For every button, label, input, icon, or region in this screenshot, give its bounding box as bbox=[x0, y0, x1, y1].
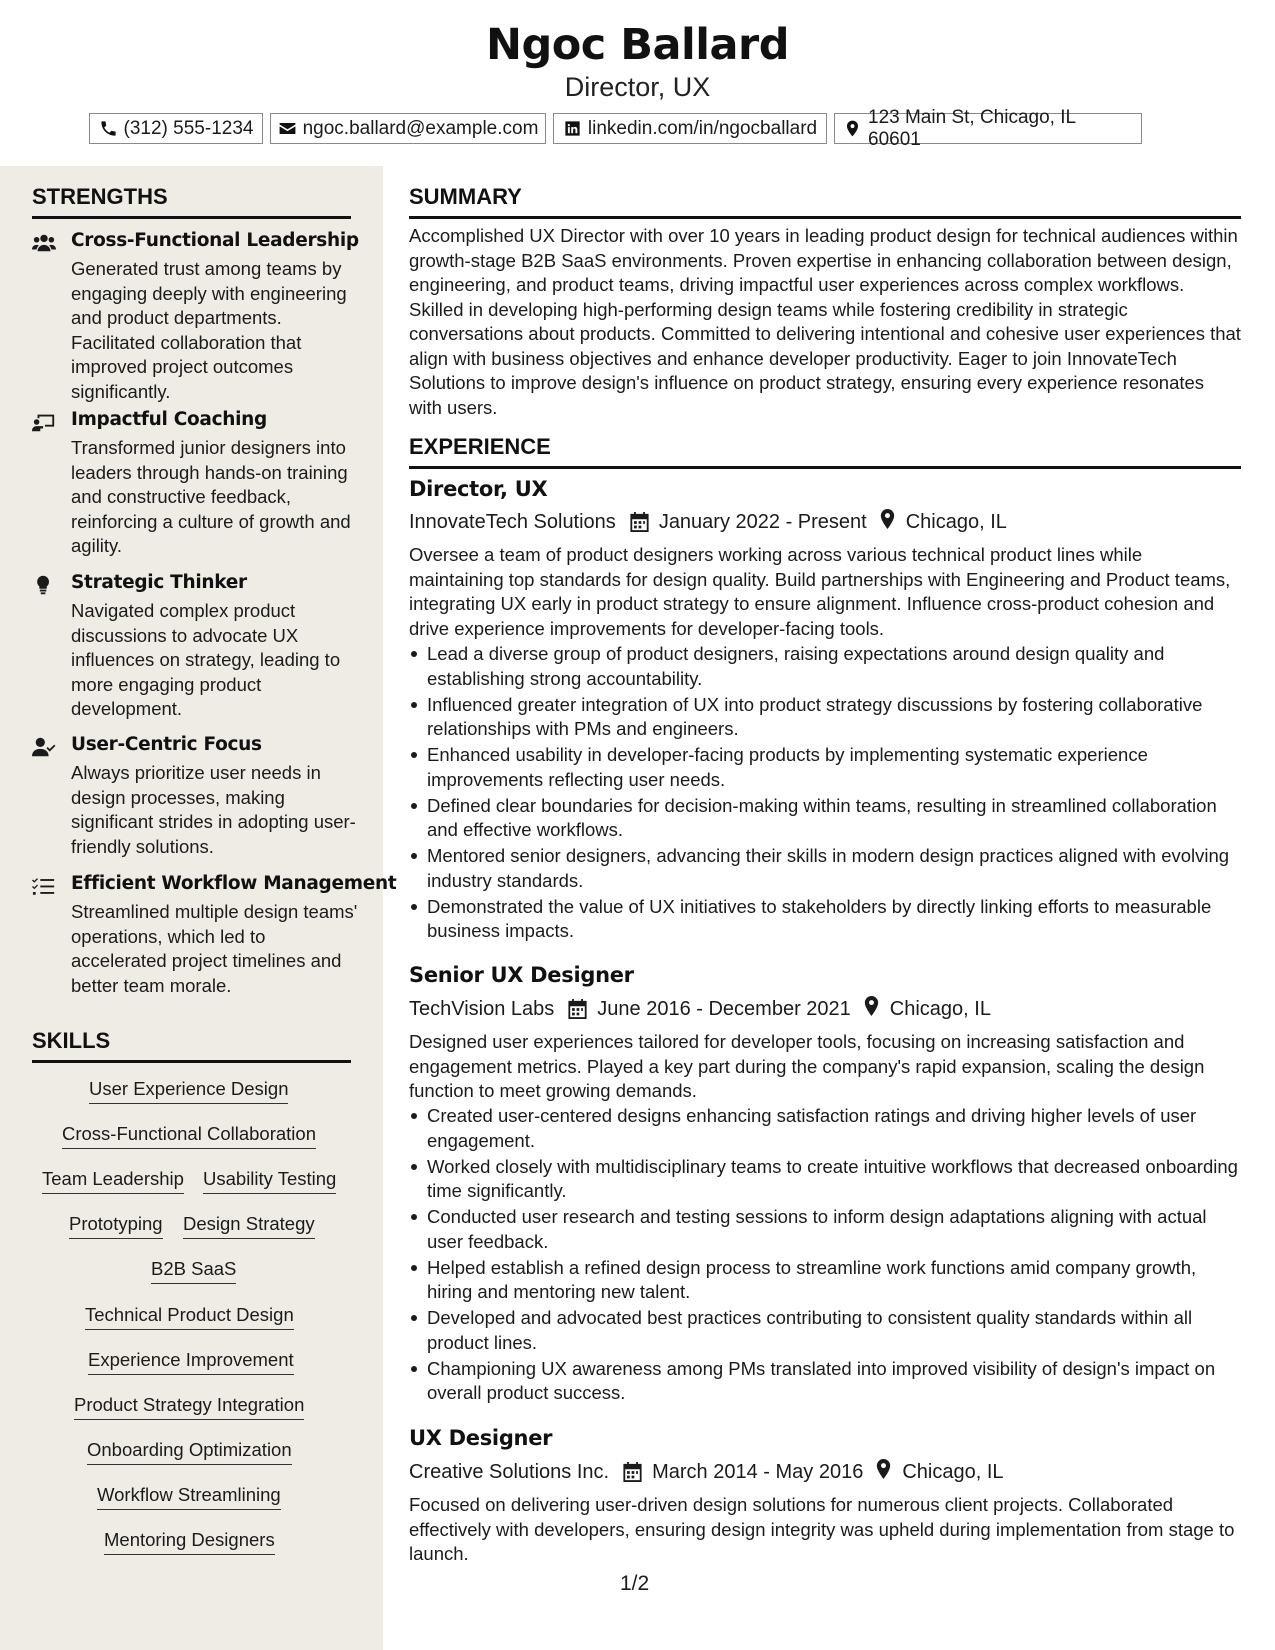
skill-tag: Experience Improvement bbox=[88, 1349, 294, 1375]
skill-tag: Mentoring Designers bbox=[104, 1529, 275, 1555]
strength-title: Efficient Workflow Management bbox=[71, 873, 397, 894]
list-item: Conducted user research and testing sessions to inform design adaptations aligning with actual user feedback. bbox=[409, 1205, 1241, 1254]
contact-address bbox=[834, 106, 1142, 150]
list-item: Enhanced usability in developer-facing products by implementing systematic experience improvements reflecting user needs. bbox=[409, 743, 1241, 792]
skill-tag: Workflow Streamlining bbox=[97, 1484, 281, 1510]
job-meta bbox=[409, 509, 1007, 535]
skills-heading: SKILLS bbox=[32, 1028, 351, 1063]
strength-desc: Navigated complex product discussions to advocate UX influences on strategy, leading to more engaging product development. bbox=[71, 600, 341, 719]
job-location: Chicago, IL bbox=[905, 510, 1007, 533]
summary-heading: SUMMARY bbox=[409, 184, 1241, 219]
job-role: Director, UX bbox=[409, 477, 548, 501]
job-location: Chicago, IL bbox=[902, 1460, 1004, 1483]
list-item: Lead a diverse group of product designers, raising expectations around design quality and establishing strong accountability. bbox=[409, 642, 1241, 691]
list-item: Created user-centered designs enhancing satisfaction ratings and driving higher levels of user engagement. bbox=[409, 1104, 1241, 1153]
skill-tag: Team Leadership bbox=[42, 1168, 184, 1194]
skill-tag: B2B SaaS bbox=[151, 1258, 236, 1284]
job-role: UX Designer bbox=[409, 1426, 553, 1450]
calendar-icon bbox=[623, 1462, 642, 1482]
job-description: Focused on delivering user-driven design solutions for numerous client projects. Collaborated effectively with developers, ensuring design integrity was upheld during implementation from stage to launch. bbox=[409, 1494, 1235, 1564]
user-check-icon bbox=[32, 737, 58, 757]
list-item: Worked closely with multidisciplinary teams to create intuitive workflows that decreased onboarding time significantly. bbox=[409, 1155, 1241, 1204]
job-description: Oversee a team of product designers working across various technical product lines while maintaining top standards for design quality. Build partnerships with Engineering and Product teams, integrating UX early in product strategy to ensure alignment. Influence cross-product cohesion and drive experience improvements for developer-facing tools. bbox=[409, 544, 1231, 639]
list-item: Defined clear boundaries for decision-making within teams, resulting in streamlined collaboration and effective workflows. bbox=[409, 794, 1241, 843]
strength-desc: Generated trust among teams by engaging deeply with engineering and product departments. Facilitated collaboration that improved project outcomes significantly. bbox=[71, 258, 347, 402]
candidate-title: Director, UX bbox=[564, 72, 711, 102]
skill-tag: Prototyping bbox=[69, 1213, 163, 1239]
job-dates: March 2014 - May 2016 bbox=[652, 1460, 864, 1483]
strength-desc: Streamlined multiple design teams' operations, which led to accelerated project timelines and better team morale. bbox=[71, 901, 358, 996]
strength-title: Cross-Functional Leadership bbox=[71, 230, 359, 251]
list-item: Mentored senior designers, advancing their skills in modern design practices aligned with evolving industry standards. bbox=[409, 844, 1241, 893]
skill-tag: Product Strategy Integration bbox=[74, 1394, 304, 1420]
job-bullets bbox=[409, 642, 1241, 945]
strength-desc: Always prioritize user needs in design processes, making significant strides in adopting user-friendly solutions. bbox=[71, 762, 356, 857]
skill-tag: Technical Product Design bbox=[85, 1304, 294, 1330]
linkedin-icon bbox=[563, 119, 582, 138]
linkedin-text: linkedin.com/in/ngocballard bbox=[587, 117, 818, 139]
strength-title: Strategic Thinker bbox=[71, 572, 247, 593]
map-pin-icon bbox=[863, 996, 880, 1016]
job-meta bbox=[409, 1459, 1004, 1485]
job-role: Senior UX Designer bbox=[409, 963, 634, 987]
sidebar bbox=[0, 166, 397, 1650]
job-dates: June 2016 - December 2021 bbox=[597, 997, 851, 1020]
job-location: Chicago, IL bbox=[889, 997, 991, 1020]
strength-title: Impactful Coaching bbox=[71, 409, 267, 430]
strength-desc: Transformed junior designers into leaders through hands-on training and constructive feedback, reinforcing a culture of growth and agility. bbox=[71, 437, 351, 556]
calendar-icon bbox=[630, 512, 649, 532]
checklist-icon bbox=[32, 876, 58, 896]
job-dates: January 2022 - Present bbox=[658, 510, 867, 533]
experience-heading: EXPERIENCE bbox=[409, 434, 1241, 469]
contact-bar bbox=[89, 106, 1142, 150]
job-company: TechVision Labs bbox=[409, 997, 555, 1020]
page-number: 1/2 bbox=[620, 1572, 650, 1595]
strengths-heading: STRENGTHS bbox=[32, 184, 351, 219]
contact-phone[interactable] bbox=[89, 113, 263, 144]
job-company: Creative Solutions Inc. bbox=[409, 1460, 610, 1483]
phone-text: (312) 555-1234 bbox=[123, 117, 254, 139]
skill-tag: Design Strategy bbox=[183, 1213, 315, 1239]
resume-header bbox=[0, 0, 1275, 166]
job-description: Designed user experiences tailored for developer tools, focusing on increasing satisfaction and engagement metrics. Played a key part during the company's rapid expansion, scaling the design function to meet growing demands. bbox=[409, 1031, 1205, 1101]
map-pin-icon bbox=[875, 1459, 892, 1479]
calendar-icon bbox=[568, 999, 587, 1019]
skill-tag: Cross-Functional Collaboration bbox=[62, 1123, 316, 1149]
list-item: Championing UX awareness among PMs translated into improved visibility of design's impact on overall product success. bbox=[409, 1357, 1241, 1406]
list-item: Influenced greater integration of UX into product strategy discussions by fostering collaborative relationships with PMs and engineers. bbox=[409, 693, 1241, 742]
skill-tag: Onboarding Optimization bbox=[87, 1439, 292, 1465]
skills-section bbox=[32, 1028, 351, 1063]
envelope-icon bbox=[278, 119, 297, 138]
list-item: Demonstrated the value of UX initiatives to stakeholders by directly linking efforts to measurable business impacts. bbox=[409, 895, 1241, 944]
phone-icon bbox=[99, 119, 118, 138]
email-text: ngoc.ballard@example.com bbox=[302, 117, 539, 139]
job-meta bbox=[409, 996, 991, 1022]
skill-tag: User Experience Design bbox=[89, 1078, 288, 1104]
contact-linkedin[interactable] bbox=[553, 113, 827, 144]
list-item: Developed and advocated best practices contributing to consistent quality standards within all product lines. bbox=[409, 1306, 1241, 1355]
list-item: Helped establish a refined design process to streamline work functions amid company growth, hiring and mentoring new talent. bbox=[409, 1256, 1241, 1305]
strengths-section bbox=[32, 184, 351, 219]
skill-tag: Usability Testing bbox=[203, 1168, 336, 1194]
users-icon bbox=[32, 233, 58, 253]
strength-title: User-Centric Focus bbox=[71, 734, 262, 755]
candidate-name: Ngoc Ballard bbox=[485, 20, 790, 70]
map-pin-icon bbox=[843, 119, 862, 138]
summary-text: Accomplished UX Director with over 10 years in leading product design for technical audiences within growth-stage B2B SaaS environments. Proven expertise in enhancing collaboration between design, engineering, and product teams, driving impactful user experiences across complex workflows. Skilled in developing high-performing design teams while fostering credibility in strategic conversations about products. Committed to delivering intentional and cohesive user experiences that align with business objectives and enhance developer productivity. Eager to join InnovateTech Solutions to improve design's influence on product strategy, ensuring every experience resonates with users. bbox=[409, 225, 1241, 418]
lightbulb-icon bbox=[32, 575, 58, 595]
contact-email[interactable] bbox=[270, 113, 546, 144]
job-bullets bbox=[409, 1104, 1241, 1407]
job-company: InnovateTech Solutions bbox=[409, 510, 616, 533]
chalkboard-teacher-icon bbox=[32, 412, 58, 432]
address-text: 123 Main St, Chicago, IL 60601 bbox=[868, 106, 1076, 150]
map-pin-icon bbox=[879, 509, 896, 529]
